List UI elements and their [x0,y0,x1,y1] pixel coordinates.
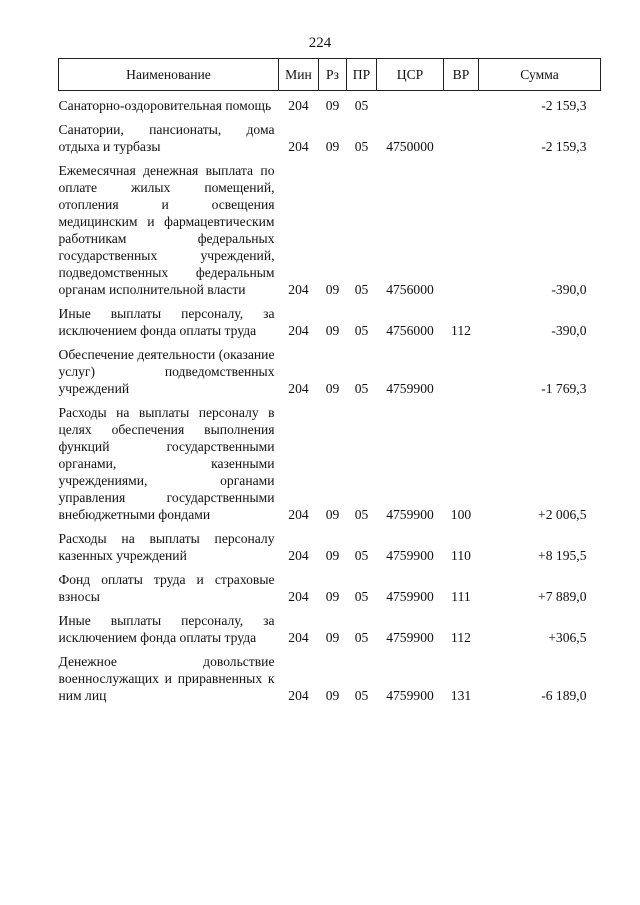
row-name: Иные выплаты персоналу, за исключением фонда оплаты труда [58,613,275,645]
row-name: Обеспечение деятельности (оказание услуг) подведомственных учреждений [58,347,275,396]
table-row [59,298,601,339]
row-sum: -6 189,0 [541,688,587,703]
page-number: 224 [308,35,332,51]
row-name: Иные выплаты персоналу, за исключением фонда оплаты труда [58,306,275,338]
row-rz: 09 [325,589,340,604]
row-min: 204 [288,323,309,338]
table-row [59,155,601,298]
header-pr: ПР [347,59,377,91]
row-pr: 05 [354,139,369,154]
row-min: 204 [288,139,309,154]
row-sum: +7 889,0 [538,589,587,604]
row-csr [377,91,444,115]
row-rz: 09 [325,323,340,338]
row-vr [444,155,479,298]
row-rz: 09 [325,381,340,396]
row-pr: 05 [354,381,369,396]
header-rz: Рз [319,59,347,91]
row-name: Расходы на выплаты персоналу в целях обеспечения выполнения функций государственными органами, казенными учреждениями, органами управления государственными внебюджетными фондами [58,405,275,522]
row-vr: 131 [450,688,472,703]
row-min: 204 [288,507,309,522]
row-sum: -390,0 [551,282,587,297]
row-min: 204 [288,282,309,297]
row-sum: +306,5 [548,630,587,645]
row-csr: 4756000 [386,282,434,297]
row-min: 204 [288,589,309,604]
row-min: 204 [288,98,309,113]
row-vr: 112 [451,323,471,338]
row-csr: 4759900 [386,688,434,703]
row-vr: 100 [450,507,472,522]
row-rz: 09 [325,688,340,703]
row-min: 204 [288,548,309,563]
row-rz: 09 [325,139,340,154]
row-sum: -1 769,3 [541,381,587,396]
row-name: Фонд оплаты труда и страховые взносы [58,572,275,604]
table-row [59,523,601,564]
row-name: Расходы на выплаты персоналу казенных учреждений [58,531,275,563]
row-name: Санаторно-оздоровительная помощь [58,98,272,113]
table-row [59,339,601,397]
row-vr: 111 [451,589,471,604]
table-row [59,564,601,605]
row-vr: 110 [451,548,471,563]
row-rz: 09 [325,630,340,645]
row-min: 204 [288,630,309,645]
row-rz: 09 [325,507,340,522]
row-vr [444,114,479,155]
header-min: Мин [279,59,319,91]
row-vr [444,91,479,115]
row-pr: 05 [354,282,369,297]
table-row [59,605,601,646]
row-name: Денежное довольствие военнослужащих и приравненных к ним лиц [58,654,275,703]
row-csr: 4759900 [386,548,434,563]
budget-table [58,58,601,704]
row-vr: 112 [451,630,471,645]
row-rz: 09 [325,548,340,563]
table-row [59,91,601,115]
row-vr [444,339,479,397]
row-pr: 05 [354,98,369,113]
row-name: Ежемесячная денежная выплата по оплате жилых помещений, отопления и освещения медицинским и фармацевтическим работникам федеральных государственных учреждений, подведомственных федеральным органам исполнительной власти [58,163,275,297]
row-pr: 05 [354,548,369,563]
table-header-row [59,59,601,91]
row-pr: 05 [354,630,369,645]
row-csr: 4759900 [386,381,434,396]
row-sum: -390,0 [551,323,587,338]
header-csr: ЦСР [377,59,444,91]
table-row [59,114,601,155]
row-sum: +2 006,5 [538,507,587,522]
row-pr: 05 [354,688,369,703]
row-csr: 4756000 [386,323,434,338]
row-sum: -2 159,3 [541,139,587,154]
row-csr: 4750000 [386,139,434,154]
row-min: 204 [288,688,309,703]
table-row [59,646,601,704]
row-sum: +8 195,5 [538,548,587,563]
row-rz: 09 [325,282,340,297]
row-sum: -2 159,3 [541,98,587,113]
row-pr: 05 [354,323,369,338]
row-pr: 05 [354,507,369,522]
header-name: Наименование [59,59,279,91]
table-row [59,397,601,523]
row-min: 204 [288,381,309,396]
row-csr: 4759900 [386,507,434,522]
row-csr: 4759900 [386,630,434,645]
row-csr: 4759900 [386,589,434,604]
header-sum: Сумма [479,59,601,91]
row-rz: 09 [325,98,340,113]
row-name: Санатории, пансионаты, дома отдыха и турбазы [58,122,275,154]
row-pr: 05 [354,589,369,604]
header-vr: ВР [444,59,479,91]
